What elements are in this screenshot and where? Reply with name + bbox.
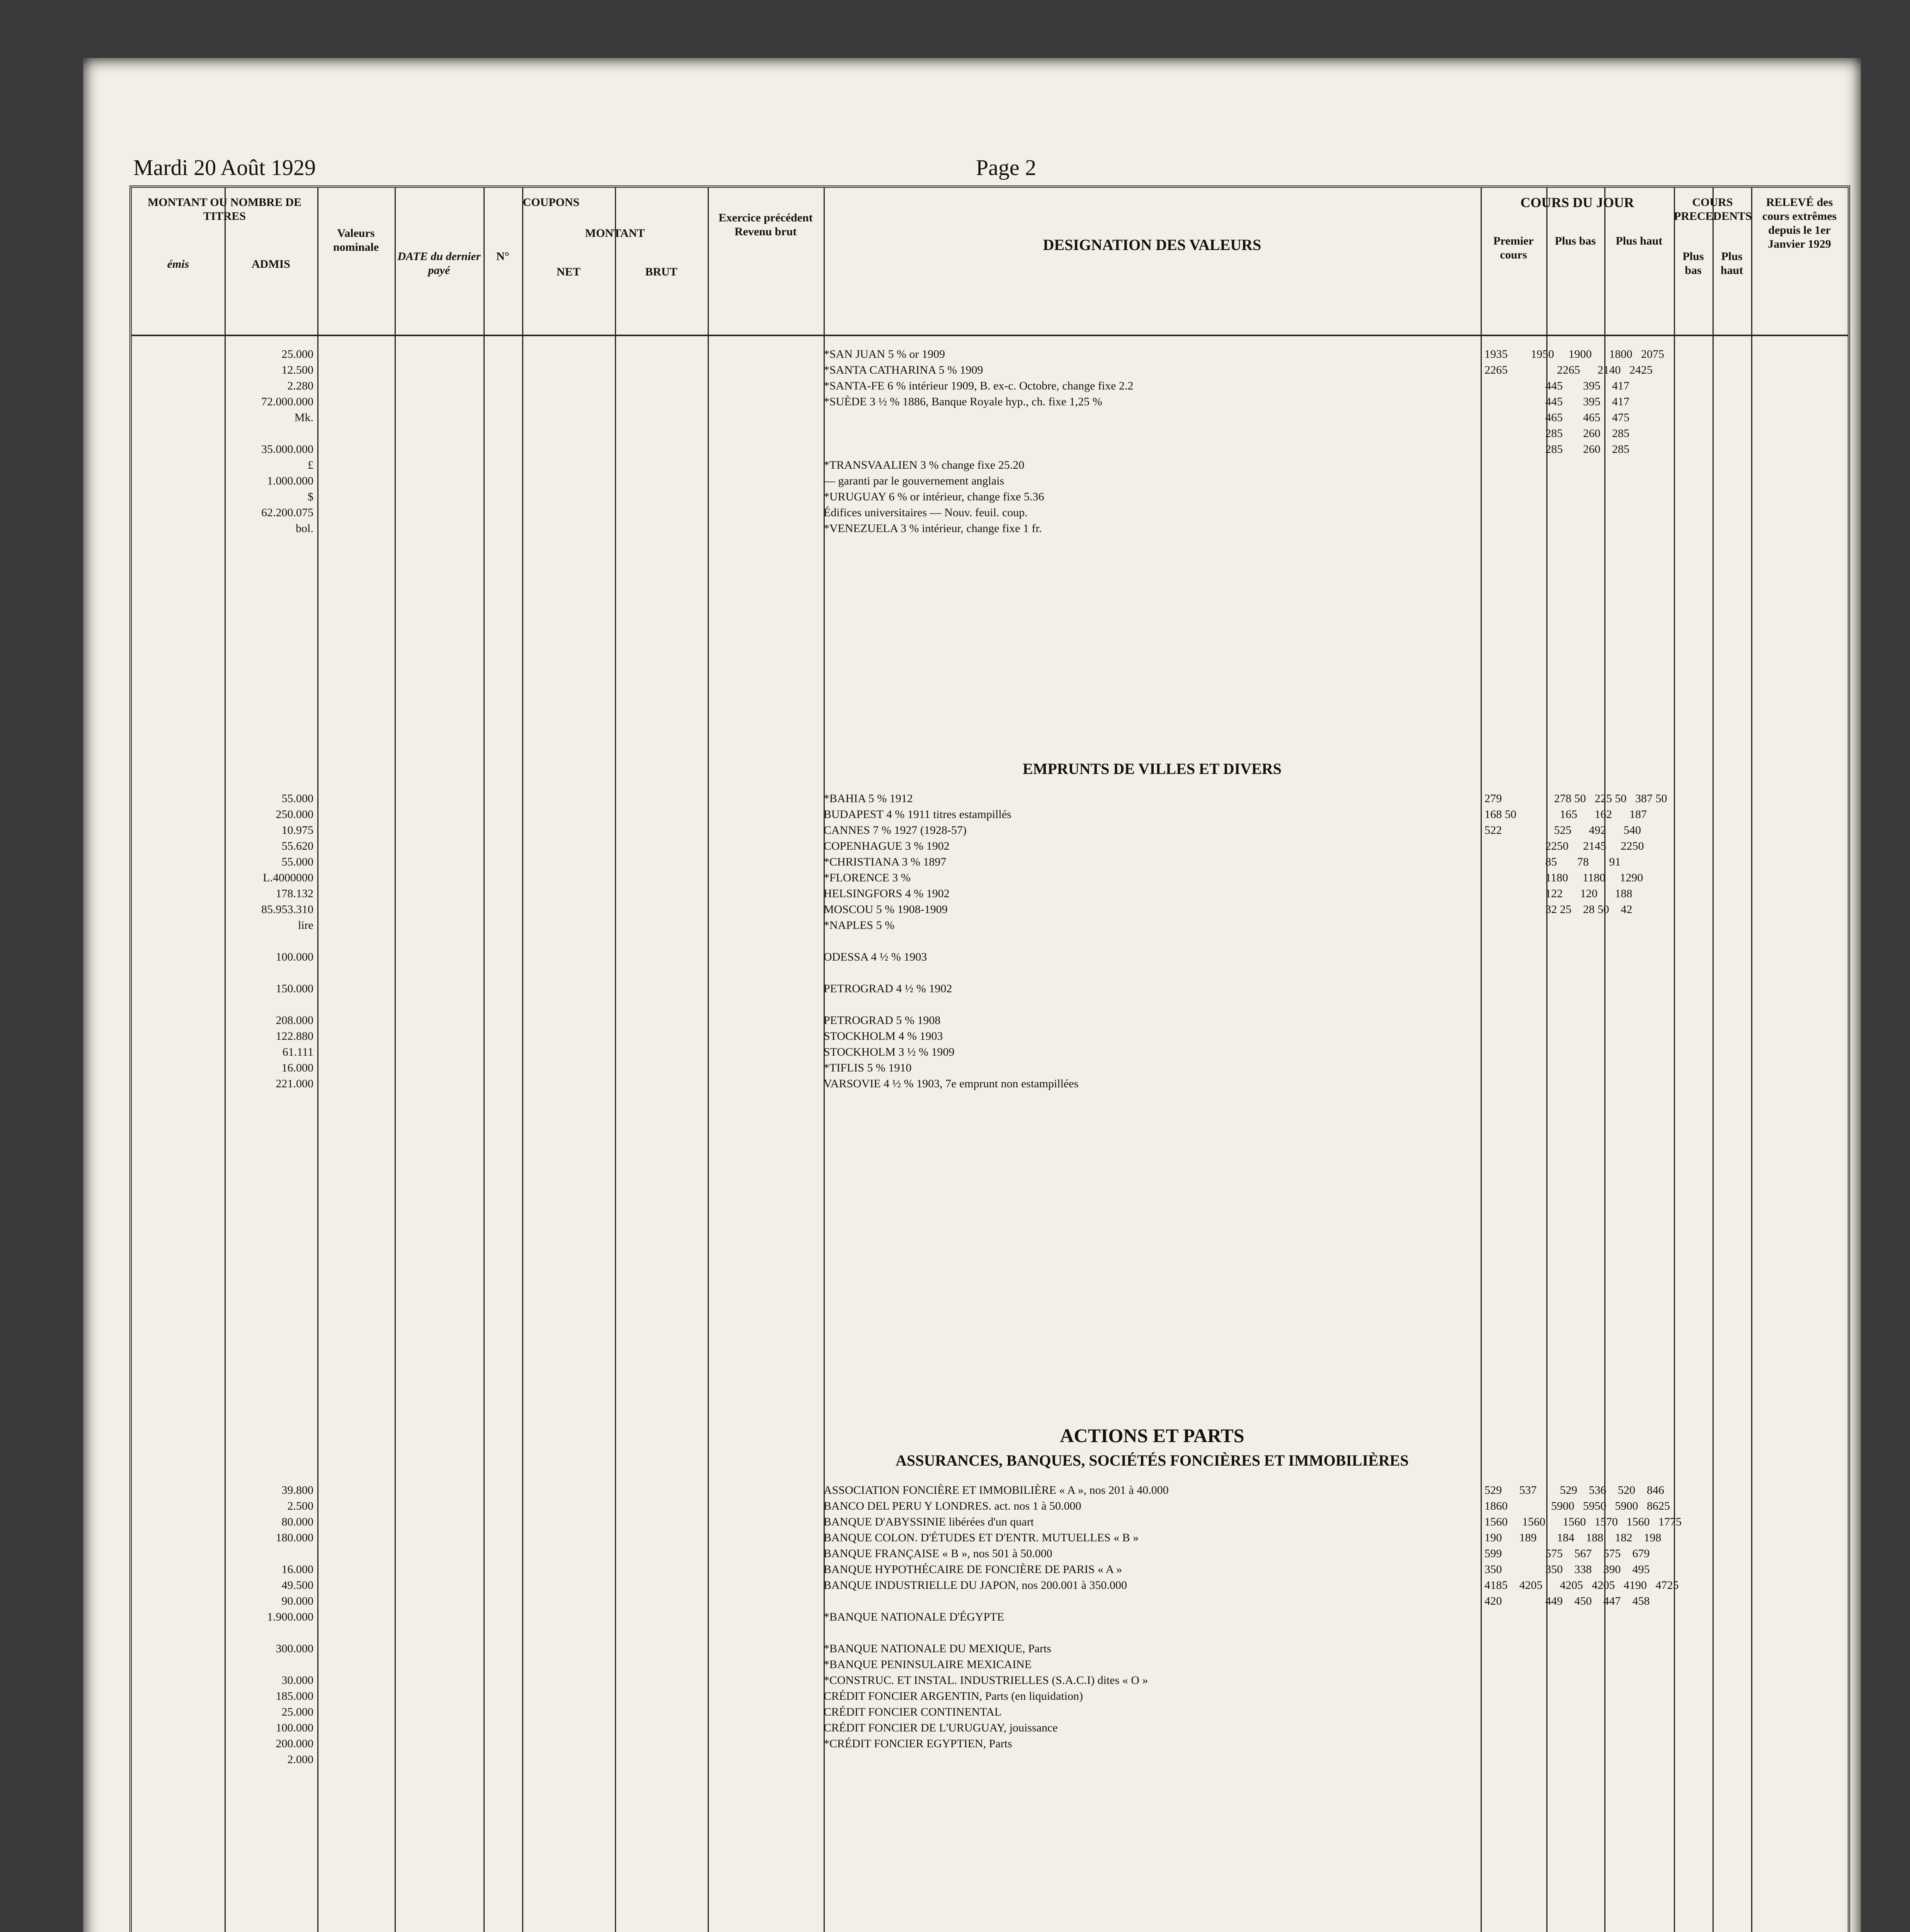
header-montant: MONTANT OU NOMBRE DE TITRES [147, 196, 302, 223]
newspaper-page [83, 58, 1861, 1932]
designations-block-1: *SAN JUAN 5 % or 1909 *SANTA CATHARINA 5 % 1909 *SANTA-FE 6 % intérieur 1909, B. ex-c. Octobre, change fixe 2.2 *SUÈDE 3 ½ % 1886, Banque Royale hyp., ch. fixe 1,25 % *TRANSVAALIEN 3 % change fixe 25.20 — garanti par le gouvernement anglais *URUGUAY 6 % or intérieur, change fixe 5.36 Édifices universitaires — Nouv. feuil. coup. *VENEZUELA 3 % intérieur, change fixe 1 fr. [824, 348, 1134, 535]
section-emprunts: EMPRUNTS DE VILLES ET DIVERS [1023, 760, 1282, 777]
page-date: Mardi 20 Août 1929 [133, 155, 316, 180]
rule [317, 188, 318, 1932]
prices-block-3: 529 537 529 536 520 846 1860 5900 5950 5900 8625 1560 1560 1560 1570 1560 1775 190 189 184 188 182 198 599 575 567 575 679 350 350 338 390 495 4185 4205 4205 4205 4190 4725 420 449 450 447 458 [1484, 1484, 1682, 1607]
rule [522, 188, 523, 1932]
page-number: Page 2 [976, 155, 1037, 180]
rule [483, 188, 485, 1932]
header-admis: ADMIS [251, 258, 290, 270]
amounts-block-2: 55.000 250.000 10.975 55.620 55.000 L.4000000 178.132 85.953.310 lire 100.000 150.000 208.000 122.880 61.111 16.000 221.000 [261, 792, 313, 1090]
section-assurances: ASSURANCES, BANQUES, SOCIÉTÉS FONCIÈRES ET IMMOBILIÈRES [895, 1452, 1409, 1469]
header-brut: BRUT [645, 265, 678, 278]
rule [395, 188, 396, 1932]
table-header [132, 188, 1848, 336]
rule [1481, 188, 1482, 1932]
header-net: NET [557, 265, 580, 278]
designations-block-3: ASSOCIATION FONCIÈRE ET IMMOBILIÈRE « A », nos 201 à 40.000 BANCO DEL PERU Y LONDRES. act. nos 1 à 50.000 BANQUE D'ABYSSINIE libérées d'un quart BANQUE COLON. D'ÉTUDES ET D'ENTR. MUTUELLES « B » BANQUE FRANÇAISE « B », nos 501 à 50.000 BANQUE HYPOTHÉCAIRE DE FONCIÈRE DE PARIS « A » BANQUE INDUSTRIELLE DU JAPON, nos 200.001 à 350.000 *BANQUE NATIONALE D'ÉGYPTE *BANQUE NATIONALE DU MEXIQUE, Parts *BANQUE PENINSULAIRE MEXICAINE *CONSTRUC. ET INSTAL. INDUSTRIELLES (S.A.C.I) dites « O » CRÉDIT FONCIER ARGENTIN, Parts (en liquidation) CRÉDIT FONCIER CONTINENTAL CRÉDIT FONCIER DE L'URUGUAY, jouissance *CRÉDIT FONCIER EGYPTIEN, Parts [824, 1484, 1169, 1750]
header-designation: DESIGNATION DES VALEURS [1043, 236, 1261, 253]
header-plus-haut: Plus haut [1615, 235, 1663, 247]
header-releve: RELEVÉ des cours extrêmes depuis le 1er Janvier 1929 [1762, 196, 1837, 250]
rule [615, 188, 616, 1932]
header-cp-haut: Plus haut [1720, 250, 1743, 277]
header-no: N° [496, 250, 509, 263]
header-emis: émis [167, 258, 189, 270]
header-valeurs: Valeurs nominale [333, 227, 379, 253]
designations-block-2: *BAHIA 5 % 1912 BUDAPEST 4 % 1911 titres estampillés CANNES 7 % 1927 (1928-57) COPENHAGUE 3 % 1902 *CHRISTIANA 3 % 1897 *FLORENCE 3 % HELSINGFORS 4 % 1902 MOSCOU 5 % 1908-1909 *NAPLES 5 % ODESSA 4 ½ % 1903 PETROGRAD 4 ½ % 1902 PETROGRAD 5 % 1908 STOCKHOLM 4 % 1903 STOCKHOLM 3 ½ % 1909 *TIFLIS 5 % 1910 VARSOVIE 4 ½ % 1903, 7e emprunt non estampillées [824, 792, 1079, 1090]
header-montant-coupon: MONTANT [585, 227, 645, 240]
prices-block-2: 279 278 50 225 50 387 50 168 50 165 162 187 522 525 492 540 2250 2145 2250 85 78 91 1180 1180 1290 122 120 188 32 25 28 50 42 [1484, 792, 1667, 916]
header-plus-bas: Plus bas [1555, 235, 1596, 247]
header-premier: Premier cours [1493, 235, 1534, 261]
header-cours-prec: COURS PRECEDENTS [1674, 196, 1752, 223]
quotes-table [129, 185, 1850, 1932]
amounts-block-1: 25.000 12.500 2.280 72.000.000 Mk. 35.000.000 £ 1.000.000 $ 62.200.075 bol. [261, 348, 313, 535]
header-cours-jour: COURS DU JOUR [1520, 195, 1634, 210]
header-coupons: COUPONS [523, 196, 580, 209]
header-cp-bas: Plus bas [1682, 250, 1704, 277]
header-date: DATE du dernier payé [397, 250, 481, 277]
section-actions: ACTIONS ET PARTS [1060, 1425, 1244, 1446]
prices-block-1: 1935 1950 1900 1800 2075 2265 2265 2140 2425 445 395 417 445 395 417 465 465 475 285 260 285 285 260 285 [1484, 348, 1664, 456]
amounts-block-3: 39.800 2.500 80.000 180.000 16.000 49.500 90.000 1.900.000 300.000 30.000 185.000 25.000 100.000 200.000 2.000 [267, 1484, 313, 1766]
rule [708, 188, 709, 1932]
header-exercice: Exercice précédent Revenu brut [718, 211, 813, 238]
